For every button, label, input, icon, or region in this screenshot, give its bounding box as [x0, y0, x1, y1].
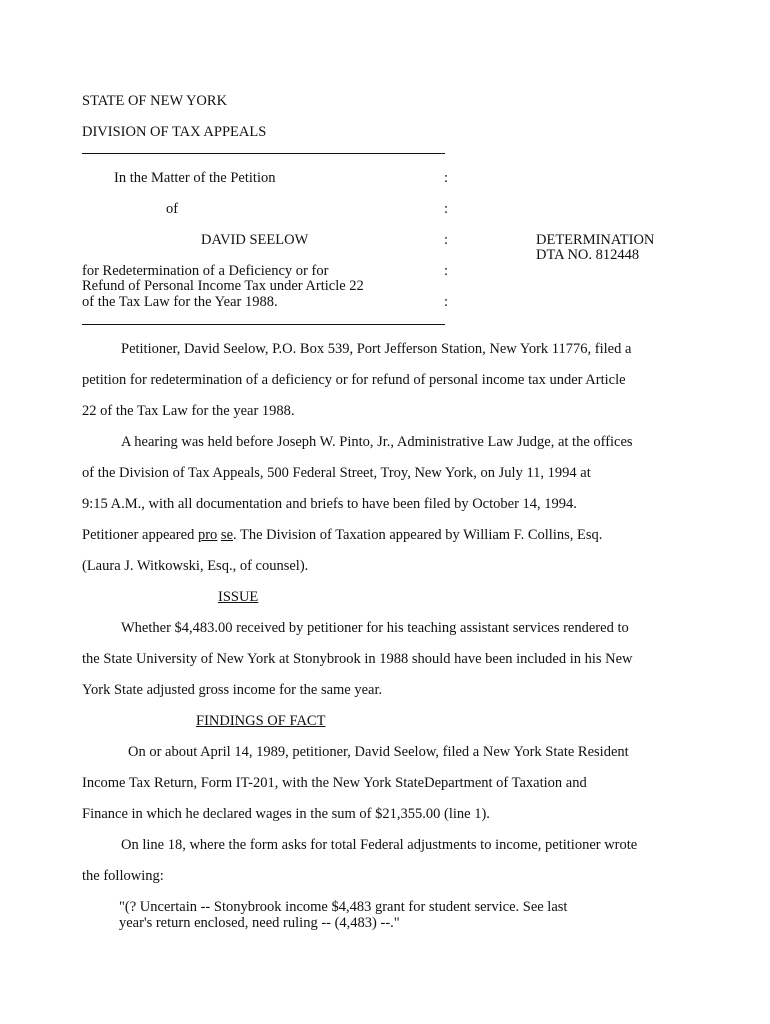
paragraph-text-line: 22 of the Tax Law for the year 1988.	[82, 403, 295, 419]
caption-colon: :	[444, 263, 449, 279]
caption-matter-line: In the Matter of the Petition	[114, 170, 276, 186]
caption-colon: :	[444, 232, 449, 248]
paragraph-text-line: 9:15 A.M., with all documentation and briefs to have been filed by October 14, 1994.	[82, 496, 577, 512]
finding-text-line: Income Tax Return, Form IT-201, with the New York StateDepartment of Taxation and	[82, 775, 587, 791]
caption-purpose-line-3: of the Tax Law for the Year 1988.	[82, 294, 278, 310]
dta-number: DTA NO. 812448	[536, 247, 640, 263]
paragraph-text-line: A hearing was held before Joseph W. Pinto, Jr., Administrative Law Judge, at the offices	[121, 434, 633, 450]
quoted-entry-line: "(? Uncertain -- Stonybrook income $4,483 grant for student service. See last	[119, 899, 568, 915]
paragraph-text-line: petition for redetermination of a deficiency or for refund of personal income tax under Article	[82, 372, 626, 388]
finding-text-line: On or about April 14, 1989, petitioner, David Seelow, filed a New York State Resident	[128, 744, 629, 760]
paragraph-text-line: (Laura J. Witkowski, Esq., of counsel).	[82, 558, 309, 574]
division-heading: DIVISION OF TAX APPEALS	[82, 124, 267, 140]
paragraph-text-line: Petitioner, David Seelow, P.O. Box 539, Port Jefferson Station, New York 11776, filed a	[121, 341, 632, 357]
caption-colon: :	[444, 294, 449, 310]
determination-label: DETERMINATION	[536, 232, 655, 248]
issue-text-line: York State adjusted gross income for the same year.	[82, 682, 383, 698]
paragraph-text-line: of the Division of Tax Appeals, 500 Federal Street, Troy, New York, on July 11, 1994 at	[82, 465, 591, 481]
findings-heading: FINDINGS OF FACT	[196, 713, 326, 729]
pro-se-term: se	[220, 527, 234, 543]
finding-text-line: Finance in which he declared wages in the sum of $21,355.00 (line 1).	[82, 806, 490, 822]
caption-bottom-rule	[82, 324, 445, 325]
appearances-line	[82, 528, 602, 543]
quoted-entry-line: year's return enclosed, need ruling -- (4,483) --."	[119, 915, 400, 931]
issue-heading: ISSUE	[218, 589, 259, 605]
appearances-text: . The Division of Taxation appeared by William F. Collins, Esq.	[233, 527, 603, 543]
issue-text-line: Whether $4,483.00 received by petitioner for his teaching assistant services rendered to	[121, 620, 629, 636]
caption-top-rule	[82, 153, 445, 154]
finding-text-line: On line 18, where the form asks for total Federal adjustments to income, petitioner wrote	[121, 837, 638, 853]
issue-text-line: the State University of New York at Stonybrook in 1988 should have been included in his New	[82, 651, 633, 667]
caption-petitioner-name: DAVID SEELOW	[201, 232, 309, 248]
finding-text-line: the following:	[82, 868, 164, 884]
pro-se-term: pro	[197, 527, 218, 543]
state-heading: STATE OF NEW YORK	[82, 93, 228, 109]
caption-of-line: of	[166, 201, 179, 217]
caption-colon: :	[444, 170, 449, 186]
caption-colon: :	[444, 201, 449, 217]
caption-purpose-line-2: Refund of Personal Income Tax under Article 22	[82, 278, 364, 294]
appearances-text: Petitioner appeared	[82, 527, 198, 543]
caption-purpose-line-1: for Redetermination of a Deficiency or for	[82, 263, 329, 279]
